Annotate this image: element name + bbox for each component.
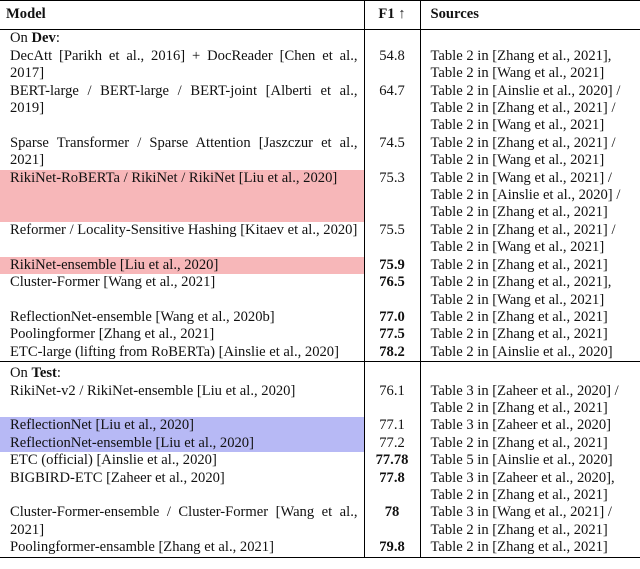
f1-cell: 79.8	[364, 539, 420, 557]
f1-cell: 64.7	[364, 83, 420, 135]
f1-cell: 77.8	[364, 470, 420, 505]
section-test-f1-cell	[364, 365, 420, 382]
f1-cell: 78.2	[364, 344, 420, 362]
model-cell: Cluster-Former [Wang et al., 2021]	[10, 274, 216, 291]
model-cell: Poolingformer-ensamble [Zhang et al., 2021]	[10, 539, 274, 556]
model-cell: ReflectionNet-ensemble [Liu et al., 2020]	[0, 435, 364, 452]
table-row	[0, 274, 640, 309]
sources-cell: Table 3 in [Zaheer et al., 2020] / Table 2 in [Zhang et al., 2021]	[420, 383, 640, 418]
table-row	[0, 452, 640, 469]
f1-cell: 78	[364, 504, 420, 539]
sources-cell: Table 2 in [Zhang et al., 2021]	[420, 435, 640, 452]
model-cell: ETC-large (lifting from RoBERTa) [Ainslie et al., 2020]	[10, 343, 339, 360]
table-row	[0, 435, 640, 452]
section-test-row	[0, 365, 640, 382]
table-row	[0, 470, 640, 505]
table-row	[0, 309, 640, 326]
sources-cell: Table 2 in [Zhang et al., 2021]	[420, 309, 640, 326]
sources-cell: Table 2 in [Zhang et al., 2021]	[420, 326, 640, 343]
section-test-suffix: :	[56, 365, 61, 382]
f1-cell: 54.8	[364, 48, 420, 83]
f1-cell: 75.9	[364, 257, 420, 274]
sources-cell: Table 2 in [Wang et al., 2021] / Table 2 in [Ainslie et al., 2020] / Table 2 in [Zhang et al., 2021]	[420, 170, 640, 222]
model-cell: BERT-large / BERT-large / BERT-joint [Alberti et al., 2019]	[10, 82, 358, 117]
table-body	[0, 30, 640, 560]
bottom-rule-cell	[420, 557, 640, 560]
table-row	[0, 170, 640, 222]
sources-cell: Table 5 in [Ainslie et al., 2020]	[420, 452, 640, 469]
f1-cell: 75.5	[364, 222, 420, 257]
section-dev-f1-cell	[364, 30, 420, 48]
f1-cell: 77.1	[364, 417, 420, 434]
sources-cell: Table 2 in [Zhang et al., 2021] / Table 2 in [Wang et al., 2021]	[420, 222, 640, 257]
section-dev-src-cell	[420, 30, 640, 48]
f1-cell: 75.3	[364, 170, 420, 222]
f1-cell: 77.5	[364, 326, 420, 343]
section-test-src-cell	[420, 365, 640, 382]
model-cell: BIGBIRD-ETC [Zaheer et al., 2020]	[10, 469, 225, 486]
table-row	[0, 222, 640, 257]
bottom-rule-cell	[364, 557, 420, 560]
model-cell: Poolingformer [Zhang et al., 2021]	[10, 326, 215, 343]
model-cell: DecAtt [Parikh et al., 2016] + DocReader [Chen et al., 2017]	[10, 47, 358, 82]
model-cell: Reformer / Locality-Sensitive Hashing [Kitaev et al., 2020]	[10, 221, 358, 238]
table-row	[0, 48, 640, 83]
sources-cell: Table 2 in [Zhang et al., 2021] / Table 2 in [Wang et al., 2021]	[420, 135, 640, 170]
section-label-dev	[0, 30, 364, 48]
table-row	[0, 326, 640, 343]
section-dev-suffix: :	[55, 30, 60, 47]
table-row	[0, 344, 640, 362]
model-cell: ReflectionNet [Liu et al., 2020]	[0, 417, 364, 434]
model-cell: ETC (official) [Ainslie et al., 2020]	[10, 452, 217, 469]
table-row	[0, 83, 640, 135]
header-model: Model	[0, 1, 364, 30]
table-row	[0, 504, 640, 539]
table-row	[0, 135, 640, 170]
table-row	[0, 257, 640, 274]
sources-cell: Table 2 in [Zhang et al., 2021]	[420, 257, 640, 274]
f1-cell: 76.1	[364, 383, 420, 418]
sources-cell: Table 3 in [Wang et al., 2021] / Table 2 in [Zhang et al., 2021]	[420, 504, 640, 539]
sources-cell: Table 2 in [Zhang et al., 2021]	[420, 539, 640, 557]
model-cell: ReflectionNet-ensemble [Wang et al., 2020b]	[10, 308, 275, 325]
model-cell: Cluster-Former-ensemble / Cluster-Former [Wang et al., 2021]	[10, 504, 358, 538]
table-row	[0, 417, 640, 434]
f1-cell: 76.5	[364, 274, 420, 309]
sources-cell: Table 2 in [Zhang et al., 2021], Table 2 in [Wang et al., 2021]	[420, 48, 640, 83]
bottom-rule-cell	[0, 557, 364, 560]
section-dev-prefix: On	[10, 30, 32, 47]
section-dev-name: Dev	[31, 30, 56, 47]
f1-cell: 74.5	[364, 135, 420, 170]
f1-cell: 77.0	[364, 309, 420, 326]
sources-cell: Table 2 in [Ainslie et al., 2020]	[420, 344, 640, 362]
model-cell: RikiNet-ensemble [Liu et al., 2020]	[0, 257, 364, 274]
sources-cell: Table 3 in [Zaheer et al., 2020], Table 2 in [Zhang et al., 2021]	[420, 470, 640, 505]
section-label-test	[0, 365, 364, 382]
model-cell: RikiNet-RoBERTa / RikiNet / RikiNet [Liu et al., 2020]	[0, 170, 364, 222]
sources-cell: Table 2 in [Ainslie et al., 2020] / Table 2 in [Zhang et al., 2021] / Table 2 in [Wang et al., 2021]	[420, 83, 640, 135]
f1-cell: 77.2	[364, 435, 420, 452]
bottom-rule	[0, 557, 640, 560]
section-dev-row	[0, 30, 640, 48]
table-row	[0, 539, 640, 557]
table-row	[0, 383, 640, 418]
section-test-name: Test	[31, 365, 57, 382]
model-cell: RikiNet-v2 / RikiNet-ensemble [Liu et al., 2020]	[10, 382, 296, 399]
sources-cell: Table 3 in [Zaheer et al., 2020]	[420, 417, 640, 434]
sources-cell: Table 2 in [Zhang et al., 2021], Table 2 in [Wang et al., 2021]	[420, 274, 640, 309]
section-test-prefix: On	[10, 365, 32, 382]
model-cell: Sparse Transformer / Sparse Attention [Jaszczur et al., 2021]	[10, 134, 358, 169]
header-f1: F1 ↑	[364, 1, 420, 30]
f1-cell: 77.78	[364, 452, 420, 469]
header-sources: Sources	[420, 1, 640, 30]
header-row	[0, 1, 640, 30]
